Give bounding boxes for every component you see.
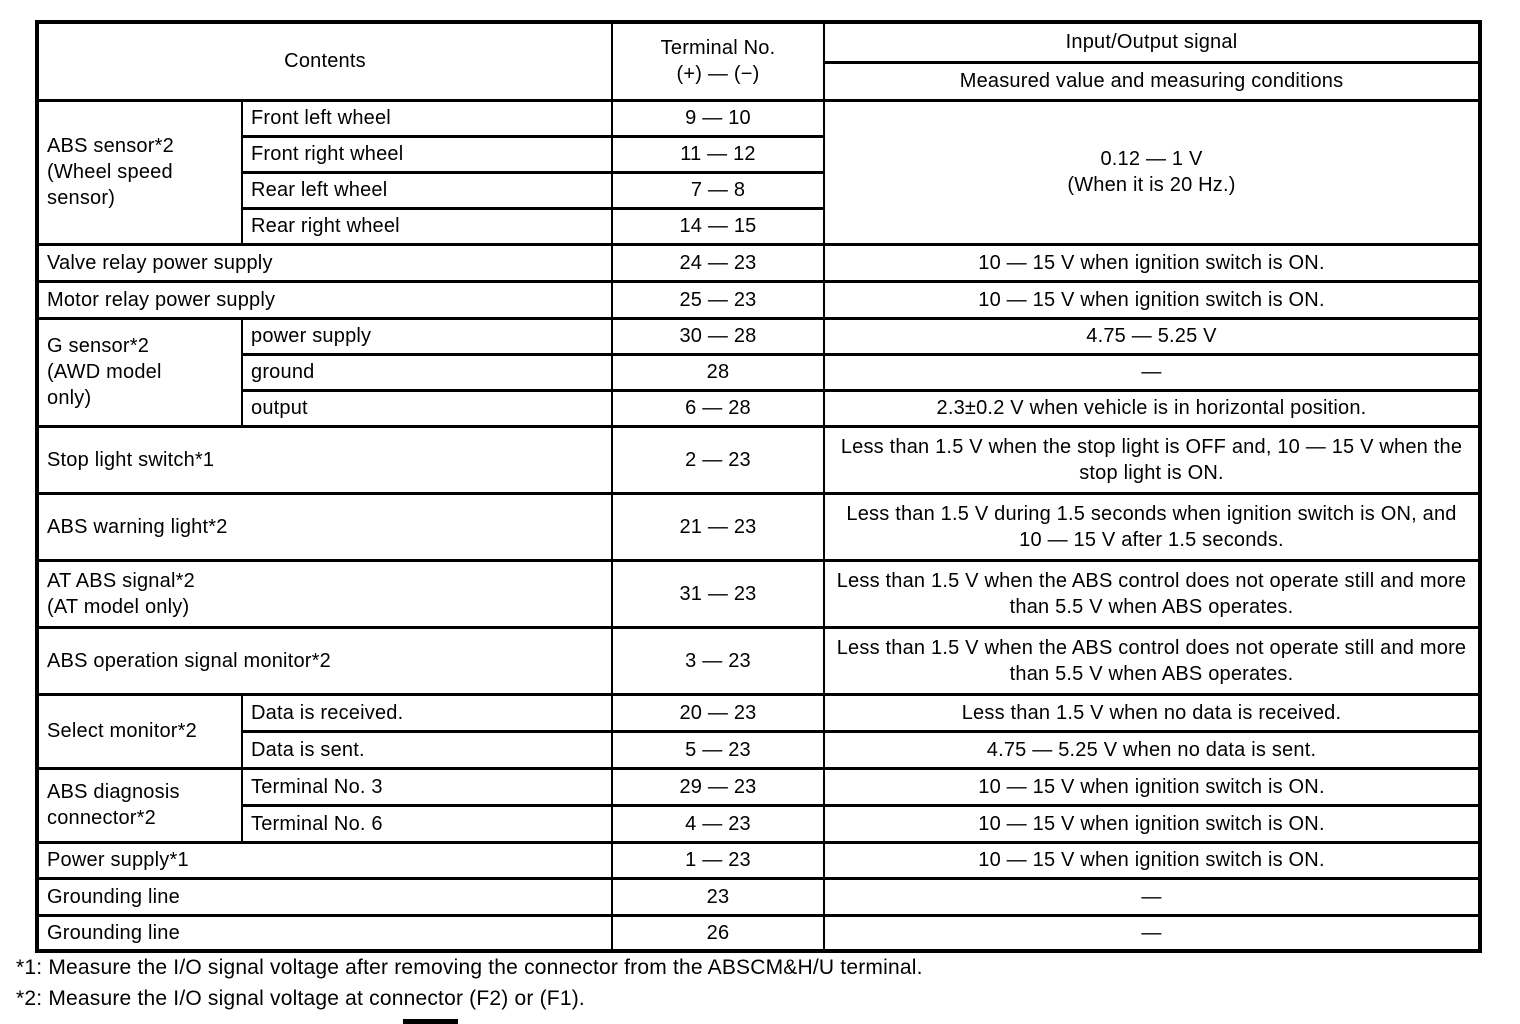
row-front-left-wheel (37, 100, 1480, 136)
abs-diagnosis-line1: ABS diagnosis (47, 781, 180, 803)
row-abs-warning-light (37, 493, 1480, 560)
at-abs-line1: AT ABS signal*2 (47, 569, 195, 592)
sub-label: power supply (242, 318, 612, 354)
abs-diagnosis-line2: connector*2 (47, 807, 156, 829)
terminal-cell: 29 — 23 (612, 768, 824, 805)
signal-cell: 2.3±0.2 V when vehicle is in horizontal position. (824, 390, 1480, 426)
terminal-cell: 14 — 15 (612, 208, 824, 244)
abs-sensor-line1: ABS sensor*2 (47, 135, 174, 157)
signal-cell: 10 — 15 V when ignition switch is ON. (824, 281, 1480, 318)
abs-diagnosis-group-label (37, 768, 242, 842)
signal-cell: — (824, 915, 1480, 951)
sub-label: Front right wheel (242, 136, 612, 172)
contents-cell: Stop light switch*1 (37, 426, 612, 493)
signal-cell: — (824, 878, 1480, 915)
header-row-1 (37, 22, 1480, 62)
contents-cell (37, 560, 612, 627)
abs-sensor-signal-line2: (When it is 20 Hz.) (1067, 174, 1236, 196)
scan-artifact (403, 1019, 458, 1024)
row-g-sensor-power (37, 318, 1480, 354)
abs-sensor-group-label (37, 100, 242, 244)
g-sensor-group-label (37, 318, 242, 426)
terminal-cell: 7 — 8 (612, 172, 824, 208)
row-abs-operation-monitor (37, 627, 1480, 694)
terminal-cell: 28 (612, 354, 824, 390)
row-grounding-line-2 (37, 915, 1480, 951)
row-at-abs-signal (37, 560, 1480, 627)
signal-cell: — (824, 354, 1480, 390)
terminal-cell: 3 — 23 (612, 627, 824, 694)
abs-sensor-line2: (Wheel speed (47, 161, 173, 183)
contents-cell: Power supply*1 (37, 842, 612, 878)
contents-cell: Motor relay power supply (37, 281, 612, 318)
sub-label: Terminal No. 3 (242, 768, 612, 805)
terminal-cell: 23 (612, 878, 824, 915)
terminal-cell: 30 — 28 (612, 318, 824, 354)
terminal-cell: 31 — 23 (612, 560, 824, 627)
contents-header: Contents (37, 22, 612, 100)
signal-cell: 4.75 — 5.25 V (824, 318, 1480, 354)
row-stop-light-switch (37, 426, 1480, 493)
signal-cell: 4.75 — 5.25 V when no data is sent. (824, 731, 1480, 768)
terminal-header-line1: Terminal No. (660, 37, 776, 60)
row-select-monitor-sent (37, 731, 1480, 768)
sub-label: Terminal No. 6 (242, 805, 612, 842)
row-valve-relay (37, 244, 1480, 281)
at-abs-line2: (AT model only) (47, 595, 190, 618)
sub-label: Front left wheel (242, 100, 612, 136)
contents-cell: ABS operation signal monitor*2 (37, 627, 612, 694)
terminal-cell: 9 — 10 (612, 100, 824, 136)
contents-cell: Valve relay power supply (37, 244, 612, 281)
signal-cell: 10 — 15 V when ignition switch is ON. (824, 768, 1480, 805)
signal-cell: Less than 1.5 V when the stop light is OFF and, 10 — 15 V when the stop light is ON. (824, 426, 1480, 493)
sub-label: Rear right wheel (242, 208, 612, 244)
row-power-supply (37, 842, 1480, 878)
terminal-cell: 2 — 23 (612, 426, 824, 493)
io-signal-header: Input/Output signal (824, 22, 1480, 62)
contents-cell: Grounding line (37, 878, 612, 915)
signal-cell: Less than 1.5 V during 1.5 seconds when ignition switch is ON, and 10 — 15 V after 1.5 seconds. (824, 493, 1480, 560)
terminal-header (612, 22, 824, 100)
terminal-cell: 6 — 28 (612, 390, 824, 426)
measured-value-header: Measured value and measuring conditions (824, 62, 1480, 100)
signal-cell: 10 — 15 V when ignition switch is ON. (824, 805, 1480, 842)
terminal-cell: 4 — 23 (612, 805, 824, 842)
sub-label: Data is sent. (242, 731, 612, 768)
sub-label: Data is received. (242, 694, 612, 731)
terminal-cell: 11 — 12 (612, 136, 824, 172)
row-grounding-line-1 (37, 878, 1480, 915)
row-abs-diagnosis-terminal3 (37, 768, 1480, 805)
row-abs-diagnosis-terminal6 (37, 805, 1480, 842)
terminal-cell: 24 — 23 (612, 244, 824, 281)
g-sensor-line2: (AWD model (47, 361, 162, 383)
sub-label: Rear left wheel (242, 172, 612, 208)
footnote-2: *2: Measure the I/O signal voltage at connector (F2) or (F1). (16, 987, 585, 1010)
signal-cell: 10 — 15 V when ignition switch is ON. (824, 842, 1480, 878)
terminal-cell: 26 (612, 915, 824, 951)
terminal-cell: 25 — 23 (612, 281, 824, 318)
row-motor-relay (37, 281, 1480, 318)
terminal-cell: 5 — 23 (612, 731, 824, 768)
terminal-cell: 1 — 23 (612, 842, 824, 878)
sub-label: output (242, 390, 612, 426)
contents-cell: ABS warning light*2 (37, 493, 612, 560)
footnotes (16, 952, 923, 1014)
g-sensor-line3: only) (47, 387, 92, 409)
signal-cell: Less than 1.5 V when the ABS control does not operate still and more than 5.5 V when ABS operates. (824, 627, 1480, 694)
row-g-sensor-ground (37, 354, 1480, 390)
select-monitor-group-label: Select monitor*2 (37, 694, 242, 768)
sub-label: ground (242, 354, 612, 390)
abs-sensor-line3: sensor) (47, 187, 116, 209)
terminal-cell: 20 — 23 (612, 694, 824, 731)
contents-cell: Grounding line (37, 915, 612, 951)
abs-sensor-signal-cell (824, 100, 1480, 244)
g-sensor-line1: G sensor*2 (47, 335, 150, 357)
row-g-sensor-output (37, 390, 1480, 426)
terminal-cell: 21 — 23 (612, 493, 824, 560)
signal-cell: 10 — 15 V when ignition switch is ON. (824, 244, 1480, 281)
terminal-header-line2: (+) — (−) (676, 63, 760, 86)
abs-sensor-signal-line1: 0.12 — 1 V (1100, 148, 1203, 170)
signal-cell: Less than 1.5 V when no data is received. (824, 694, 1480, 731)
signal-cell: Less than 1.5 V when the ABS control does not operate still and more than 5.5 V when ABS operates. (824, 560, 1480, 627)
io-signal-table (35, 20, 1482, 953)
row-select-monitor-received (37, 694, 1480, 731)
footnote-1: *1: Measure the I/O signal voltage after removing the connector from the ABSCM&H/U terminal. (16, 956, 923, 979)
